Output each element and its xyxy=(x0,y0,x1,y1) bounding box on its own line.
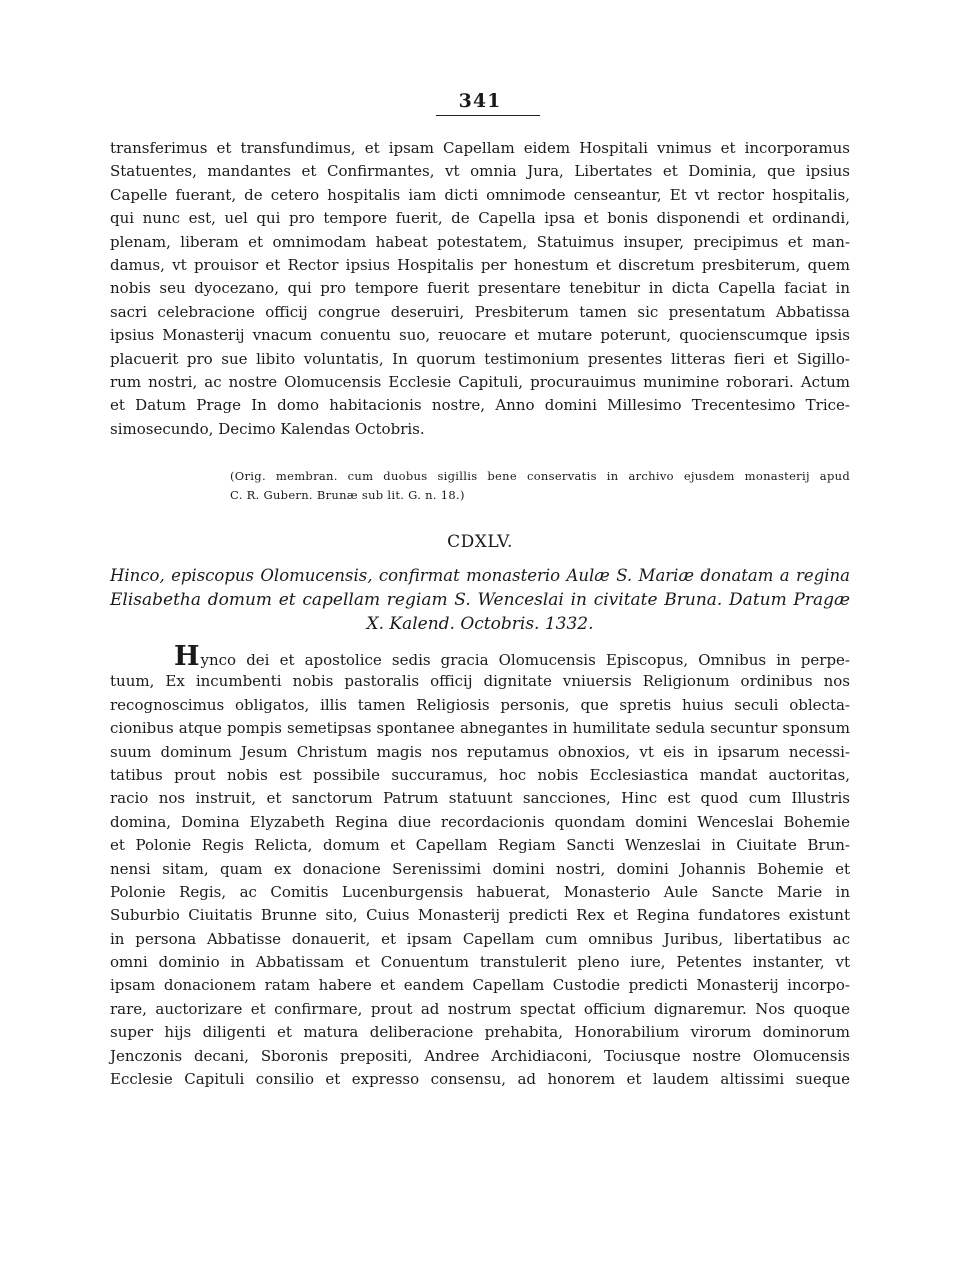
text-line: rum nostri, ac nostre Olomucensis Ecclesie Capituli, procurauimus munimine roborari. Actum xyxy=(110,372,850,391)
source-note xyxy=(230,467,850,505)
text-line: suum dominum Jesum Christum magis nos reputamus obnoxios, vt eis in ipsarum necessi- xyxy=(110,742,850,761)
first-line-text: ynco dei et apostolice sedis gracia Olomucensis Episcopus, Omnibus in perpe- xyxy=(200,651,850,669)
text-line: sacri celebracione officij congrue deseruiri, Presbiterum tamen sic presentatum Abbatissa xyxy=(110,302,850,321)
text-line: Jenczonis decani, Sboronis prepositi, Andree Archidiaconi, Tociusque nostre Olomucensis xyxy=(110,1046,850,1065)
text-line: domina, Domina Elyzabeth Regina diue recordacionis quondam domini Wenceslai Bohemie xyxy=(110,812,850,831)
summary-line: Hinco, episcopus Olomucensis, confirmat monasterio Aulæ S. Mariæ donatam a regina xyxy=(110,566,850,585)
text-line: omni dominio in Abbatissam et Conuentum transtulerit pleno iure, Petentes instanter, vt xyxy=(110,953,850,972)
note-line: C. R. Gubern. Brunæ sub lit. G. n. 18.) xyxy=(230,488,465,502)
text-line: damus, vt prouisor et Rector ipsius Hospitalis per honestum et discretum presbiterum, quem xyxy=(110,255,850,274)
text-line: tuum, Ex incumbenti nobis pastoralis officij dignitate vniuersis Religionum ordinibus nos xyxy=(110,672,850,691)
text-line: racio nos instruit, et sanctorum Patrum statuunt sancciones, Hinc est quod cum Illustris xyxy=(110,789,850,808)
summary-line: X. Kalend. Octobris. 1332. xyxy=(366,614,594,634)
text-line: Polonie Regis, ac Comitis Lucenburgensis habuerat, Monasterio Aule Sancte Marie in xyxy=(110,882,850,901)
text-line: rare, auctorizare et confirmare, prout ad nostrum spectat officium dignaremur. Nos quoque xyxy=(110,999,850,1018)
page-number-rule xyxy=(436,115,540,116)
body-text-continuation xyxy=(110,137,850,441)
text-line: simosecundo, Decimo Kalendas Octobris. xyxy=(110,419,425,438)
text-line: plenam, liberam et omnimodam habeat potestatem, Statuimus insuper, precipimus et man- xyxy=(110,232,850,251)
drop-cap: H xyxy=(174,641,200,672)
text-line: Ecclesie Capituli consilio et expresso consensu, ad honorem et laudem altissimi sueque xyxy=(110,1070,850,1089)
text-line: nobis seu dyocezano, qui pro tempore fuerit presentare tenebitur in dicta Capella faciat in xyxy=(110,279,850,298)
text-line: super hijs diligenti et matura deliberacione prehabita, Honorabilium virorum dominorum xyxy=(110,1023,850,1042)
text-line: et Datum Prage In domo habitacionis nostre, Anno domini Millesimo Trecentesimo Trice- xyxy=(110,396,850,415)
text-line: tatibus prout nobis est possibile succuramus, hoc nobis Ecclesiastica mandat auctoritas, xyxy=(110,765,850,784)
text-line: ipsius Monasterij vnacum conuentu suo, reuocare et mutare poterunt, quocienscumque ipsis xyxy=(110,326,850,345)
text-line: Capelle fuerant, de cetero hospitalis iam dicti omnimode censeantur, Et vt rector hospitalis, xyxy=(110,185,850,204)
text-line: et Polonie Regis Relicta, domum et Capellam Regiam Sancti Wenzeslai in Ciuitate Brun- xyxy=(110,836,850,855)
text-line: nensi sitam, quam ex donacione Serenissimi domini nostri, domini Johannis Bohemie et xyxy=(110,859,850,878)
document-number: CDXLV. xyxy=(447,532,513,552)
page-number: 341 xyxy=(458,90,502,112)
text-line: qui nunc est, uel qui pro tempore fuerit, de Capella ipsa et bonis disponendi et ordinandi, xyxy=(110,209,850,228)
text-line-first xyxy=(110,641,850,672)
text-line: transferimus et transfundimus, et ipsam Capellam eidem Hospitali vnimus et incorporamus xyxy=(110,139,850,157)
text-line: in persona Abbatisse donauerit, et ipsam Capellam cum omnibus Juribus, libertatibus ac xyxy=(110,929,850,948)
text-line: cionibus atque pompis semetipsas spontanee abnegantes in humilitate sedula secuntur sponsum xyxy=(110,719,850,738)
summary-line: Elisabetha domum et capellam regiam S. Wenceslai in civitate Bruna. Datum Pragæ xyxy=(110,590,850,610)
document-summary xyxy=(110,564,850,636)
text-line: placuerit pro sue libito voluntatis, In quorum testimonium presentes litteras fieri et Sigillo- xyxy=(110,349,850,368)
text-line: Suburbio Ciuitatis Brunne sito, Cuius Monasterij predicti Rex et Regina fundatores existunt xyxy=(110,906,850,925)
text-line: ipsam donacionem ratam habere et eandem Capellam Custodie predicti Monasterij incorpo- xyxy=(110,976,850,995)
note-line: (Orig. membran. cum duobus sigillis bene conservatis in archivo ejusdem monasterij apud xyxy=(230,469,850,483)
text-line: recognoscimus obligatos, illis tamen Religiosis personis, que spretis huius seculi oblecta- xyxy=(110,695,850,714)
text-line: Statuentes, mandantes et Confirmantes, vt omnia Jura, Libertates et Dominia, que ipsius xyxy=(110,162,850,181)
body-text-document xyxy=(110,641,850,1091)
